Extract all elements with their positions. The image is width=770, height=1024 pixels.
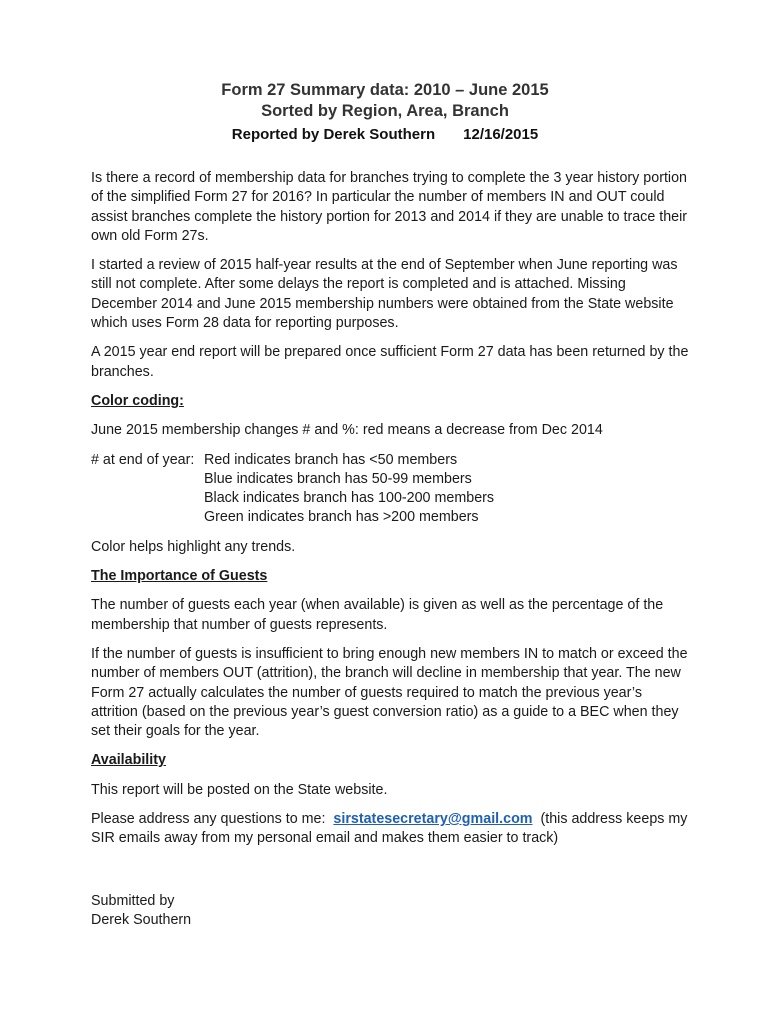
legend-lead: # at end of year:: [91, 451, 195, 468]
questions-prefix: Please address any questions to me:: [91, 811, 334, 828]
document-subtitle: Sorted by Region, Area, Branch: [261, 102, 509, 120]
legend-item-red: Red indicates branch has <50 members: [204, 451, 458, 468]
reported-by: Reported by Derek Southern: [231, 126, 436, 143]
color-legend: [91, 451, 691, 528]
signature-name: Derek Southern: [91, 912, 192, 929]
guests-paragraph-1: The number of guests each year (when available) is given as well as the percentage of the membership that number of guests represents.: [91, 597, 664, 633]
color-coding-heading: Color coding:: [91, 392, 184, 409]
year-end-paragraph: A 2015 year end report will be prepared once sufficient Form 27 data has been returned by the branches.: [91, 344, 689, 380]
questions-suffix: (this address keeps my SIR emails away from my personal email and makes them easier to track): [91, 811, 692, 847]
trends-text: Color helps highlight any trends.: [91, 538, 296, 555]
document-title: Form 27 Summary data: 2010 – June 2015: [221, 81, 549, 99]
availability-heading: Availability: [91, 752, 166, 769]
questions-paragraph: [91, 810, 691, 849]
legend-item-black: Black indicates branch has 100-200 members: [204, 490, 495, 507]
email-link[interactable]: sirstatesecretary@gmail.com: [333, 811, 533, 828]
report-date: 12/16/2015: [463, 126, 539, 143]
guests-heading: The Importance of Guests: [91, 568, 268, 585]
reported-by-line: [0, 126, 770, 143]
submitted-by: Submitted by: [91, 893, 175, 909]
june-changes-text: June 2015 membership changes # and %: red means a decrease from Dec 2014: [91, 422, 603, 439]
intro-paragraph: Is there a record of membership data for branches trying to complete the 3 year history portion of the simplified Form 27 for 2016? In particular the number of members IN and OUT could assist branches complete the history portion for 2013 and 2014 if they are unable to trace their own old Form 27s.: [91, 170, 688, 244]
review-paragraph: I started a review of 2015 half-year results at the end of September when June reporting was still not complete. After some delays the report is completed and is attached. Missing December 2014 and June 2015 membership numbers were obtained from the State website which uses Form 28 data for reporting purposes.: [91, 257, 678, 332]
availability-paragraph: This report will be posted on the State website.: [91, 781, 388, 798]
legend-item-green: Green indicates branch has >200 members: [204, 509, 479, 526]
legend-item-blue: Blue indicates branch has 50-99 members: [204, 470, 472, 487]
guests-paragraph-2: If the number of guests is insufficient to bring enough new members IN to match or exceed the number of members OUT (attrition), the branch will decline in membership that year. The new Form 27 actually calculates the number of guests required to match the previous year’s attrition (based on the previous year’s guest conversion ratio) as a guide to a BEC when they set their goals for the year.: [91, 645, 688, 740]
document-body: [91, 169, 691, 859]
signature-block: [91, 892, 191, 931]
